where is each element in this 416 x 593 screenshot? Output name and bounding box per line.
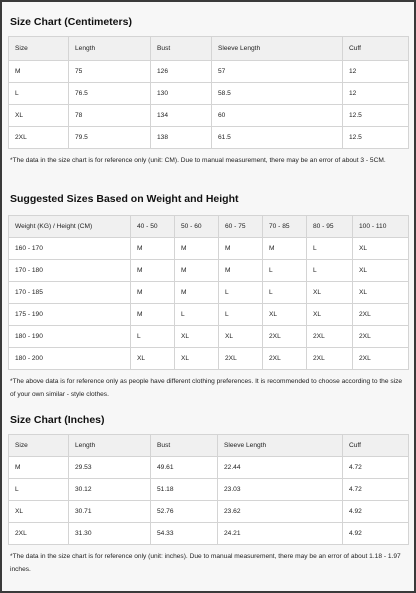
suggested-cell: M — [131, 238, 175, 260]
inch-cell: 4.72 — [343, 479, 409, 501]
cm-cell: 12 — [343, 61, 409, 83]
cm-cell: M — [9, 61, 69, 83]
suggested-cell: 175 - 190 — [9, 304, 131, 326]
inch-cell: 54.33 — [151, 523, 218, 545]
inch-header-length: Length — [69, 435, 151, 457]
suggested-cell: 170 - 180 — [9, 260, 131, 282]
suggested-cell: M — [175, 238, 219, 260]
inch-header-bust: Bust — [151, 435, 218, 457]
table-row — [9, 127, 409, 149]
suggested-cell: XL — [263, 304, 307, 326]
inch-header-cuff: Cuff — [343, 435, 409, 457]
cm-cell: L — [9, 83, 69, 105]
suggested-note: *The above data is for reference only as people have different clothing preferences. It is recommended to choose according to the size of your own similar - style clothes. — [10, 378, 403, 398]
suggested-cell: 160 - 170 — [9, 238, 131, 260]
inch-cell: 22.44 — [218, 457, 343, 479]
inch-header-sleeve: Sleeve Length — [218, 435, 343, 457]
cm-cell: 12 — [343, 83, 409, 105]
suggested-cell: 2XL — [263, 326, 307, 348]
cm-header-cuff: Cuff — [343, 37, 409, 61]
inch-cell: 4.92 — [343, 523, 409, 545]
inch-cell: 30.71 — [69, 501, 151, 523]
table-row — [9, 83, 409, 105]
inch-cell: 49.61 — [151, 457, 218, 479]
suggested-size-table — [8, 215, 409, 370]
table-row — [9, 457, 409, 479]
suggested-cell: XL — [353, 238, 409, 260]
cm-cell: 12.5 — [343, 127, 409, 149]
table-row — [9, 105, 409, 127]
suggested-cell: L — [307, 238, 353, 260]
table-row — [9, 238, 409, 260]
suggested-cell: XL — [353, 282, 409, 304]
suggested-cell: L — [219, 304, 263, 326]
suggested-cell: M — [131, 260, 175, 282]
inch-header-size: Size — [9, 435, 69, 457]
suggested-cell: L — [175, 304, 219, 326]
inch-note: *The data in the size chart is for reference only (unit: inches). Due to manual measurement, there may be an error of about 1.18 - 1.97 inches. — [10, 553, 401, 573]
cm-cell: 58.5 — [212, 83, 343, 105]
inch-cell: 23.62 — [218, 501, 343, 523]
suggested-cell: M — [263, 238, 307, 260]
cm-cell: 138 — [151, 127, 212, 149]
cm-cell: 60 — [212, 105, 343, 127]
table-row — [9, 348, 409, 370]
cm-cell: 76.5 — [69, 83, 151, 105]
cm-cell: 57 — [212, 61, 343, 83]
suggested-header-70-85: 70 - 85 — [263, 216, 307, 238]
cm-cell: 75 — [69, 61, 151, 83]
suggested-cell: 180 - 200 — [9, 348, 131, 370]
table-row — [9, 282, 409, 304]
suggested-cell: 2XL — [263, 348, 307, 370]
suggested-cell: M — [219, 260, 263, 282]
inch-cell: 2XL — [9, 523, 69, 545]
cm-cell: XL — [9, 105, 69, 127]
cm-cell: 130 — [151, 83, 212, 105]
inch-cell: 31.30 — [69, 523, 151, 545]
cm-cell: 78 — [69, 105, 151, 127]
cm-header-size: Size — [9, 37, 69, 61]
suggested-cell: 2XL — [353, 348, 409, 370]
inch-cell: 29.53 — [69, 457, 151, 479]
cm-header-bust: Bust — [151, 37, 212, 61]
inch-cell: 4.72 — [343, 457, 409, 479]
suggested-section-title: Suggested Sizes Based on Weight and Height — [10, 193, 239, 205]
inch-size-table — [8, 434, 409, 545]
suggested-header-100-110: 100 - 110 — [353, 216, 409, 238]
inch-cell: L — [9, 479, 69, 501]
suggested-cell: M — [175, 260, 219, 282]
table-row — [9, 479, 409, 501]
inch-cell: 24.21 — [218, 523, 343, 545]
suggested-cell: XL — [307, 282, 353, 304]
inch-section-title: Size Chart (Inches) — [10, 414, 105, 426]
table-row — [9, 523, 409, 545]
suggested-cell: XL — [175, 348, 219, 370]
suggested-cell: L — [219, 282, 263, 304]
suggested-cell: XL — [219, 326, 263, 348]
inch-cell: 52.76 — [151, 501, 218, 523]
suggested-cell: XL — [307, 304, 353, 326]
suggested-header-50-60: 50 - 60 — [175, 216, 219, 238]
suggested-header-weight-height: Weight (KG) / Height (CM) — [9, 216, 131, 238]
suggested-cell: L — [263, 282, 307, 304]
suggested-cell: M — [131, 282, 175, 304]
suggested-cell: 170 - 185 — [9, 282, 131, 304]
suggested-header-40-50: 40 - 50 — [131, 216, 175, 238]
cm-cell: 61.5 — [212, 127, 343, 149]
table-row — [9, 501, 409, 523]
table-row — [9, 61, 409, 83]
cm-section-title: Size Chart (Centimeters) — [10, 16, 132, 28]
inch-cell: 30.12 — [69, 479, 151, 501]
suggested-cell: 2XL — [307, 348, 353, 370]
cm-size-table — [8, 36, 409, 149]
suggested-cell: XL — [131, 348, 175, 370]
suggested-cell: 2XL — [307, 326, 353, 348]
inch-cell: 51.18 — [151, 479, 218, 501]
suggested-header-60-75: 60 - 75 — [219, 216, 263, 238]
table-row — [9, 260, 409, 282]
inch-cell: XL — [9, 501, 69, 523]
suggested-cell: M — [219, 238, 263, 260]
cm-header-sleeve: Sleeve Length — [212, 37, 343, 61]
suggested-cell: L — [307, 260, 353, 282]
suggested-header-80-95: 80 - 95 — [307, 216, 353, 238]
cm-header-length: Length — [69, 37, 151, 61]
cm-cell: 2XL — [9, 127, 69, 149]
suggested-cell: 2XL — [353, 326, 409, 348]
suggested-cell: 2XL — [219, 348, 263, 370]
suggested-cell: M — [131, 304, 175, 326]
table-row — [9, 326, 409, 348]
inch-cell: 4.92 — [343, 501, 409, 523]
suggested-cell: L — [263, 260, 307, 282]
cm-cell: 126 — [151, 61, 212, 83]
inch-cell: M — [9, 457, 69, 479]
cm-cell: 12.5 — [343, 105, 409, 127]
cm-note: *The data in the size chart is for reference only (unit: CM). Due to manual measurement, there may be an error of about 3 - 5CM. — [10, 157, 386, 164]
suggested-cell: XL — [175, 326, 219, 348]
suggested-cell: 180 - 190 — [9, 326, 131, 348]
suggested-cell: M — [175, 282, 219, 304]
table-row — [9, 304, 409, 326]
suggested-cell: L — [131, 326, 175, 348]
cm-cell: 79.5 — [69, 127, 151, 149]
suggested-cell: XL — [353, 260, 409, 282]
cm-cell: 134 — [151, 105, 212, 127]
size-guide-page — [2, 2, 414, 591]
inch-cell: 23.03 — [218, 479, 343, 501]
suggested-cell: 2XL — [353, 304, 409, 326]
